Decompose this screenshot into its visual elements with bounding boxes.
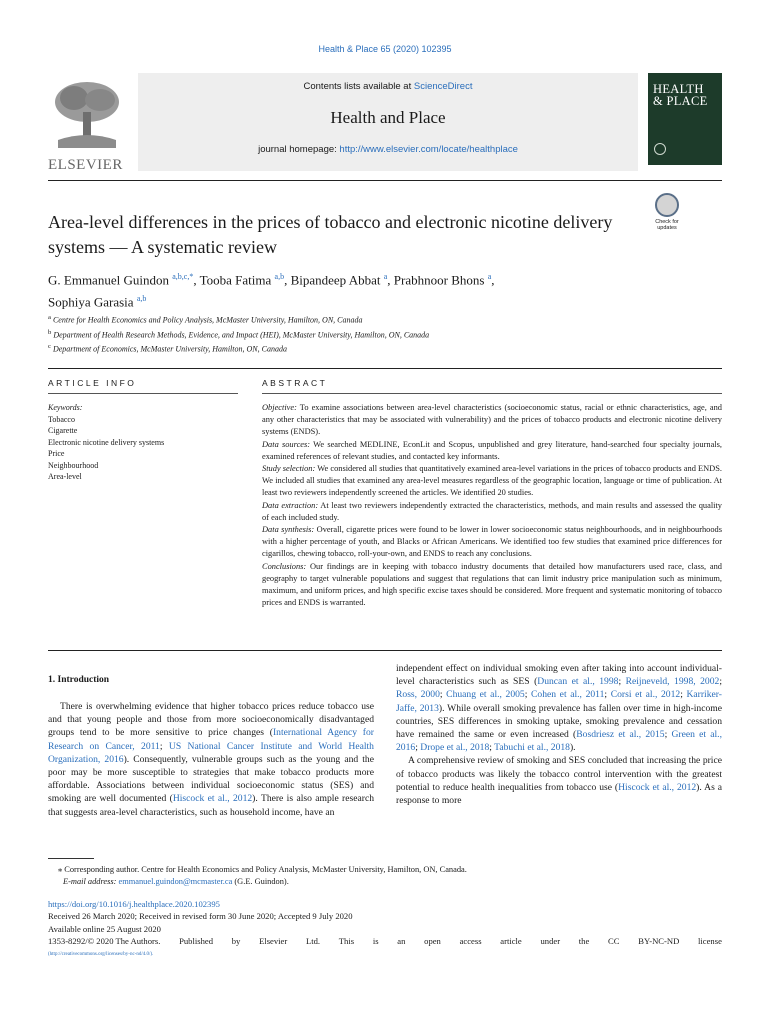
citation-link[interactable]: Drope et al., 2018 — [420, 742, 490, 754]
author-affiliation-marker[interactable]: a,b — [136, 294, 147, 304]
author-separator: , — [491, 272, 495, 288]
author-name: Prabhnoor Bhons — [393, 272, 485, 288]
affiliation-item — [48, 312, 688, 327]
license-word: access — [459, 935, 482, 946]
license-url-link[interactable]: (http://creativecommons.org/licenses/by-nc-nd/4.0/). — [48, 952, 154, 958]
intro-right-column — [396, 662, 722, 807]
affiliation-text: Department of Economics, McMaster University, Hamilton, ON, Canada — [52, 344, 287, 354]
publisher-name: ELSEVIER — [48, 157, 123, 173]
email-suffix: (G.E. Guindon). — [232, 877, 289, 886]
body-text: ; — [719, 676, 722, 688]
abstract-heading: ABSTRACT — [262, 378, 328, 388]
abstract-body — [262, 402, 722, 609]
author-name: G. Emmanuel Guindon — [48, 272, 169, 288]
body-text: ). — [569, 742, 576, 754]
body-text: ). As a response to more — [396, 781, 723, 807]
citation-link[interactable]: Hiscock et al., 2012 — [618, 781, 697, 793]
affiliation-key: b — [48, 328, 52, 336]
intro-paragraph — [48, 700, 374, 819]
email-link[interactable]: emmanuel.guindon@mcmaster.ca — [118, 877, 233, 886]
check-for-updates-button[interactable] — [644, 193, 690, 233]
intro-paragraph — [396, 662, 722, 754]
affiliation-key: c — [48, 343, 51, 351]
license-word: Published — [179, 935, 213, 946]
affiliation-text: Centre for Health Economics and Policy Analysis, McMaster University, Hamilton, ON, Canada — [52, 315, 363, 325]
masthead — [48, 73, 722, 173]
body-text: ; — [415, 742, 421, 754]
homepage-link[interactable]: http://www.elsevier.com/locate/healthplace — [339, 144, 518, 155]
intro-left-column — [48, 700, 374, 819]
abstract-label: Data synthesis: — [262, 525, 315, 535]
body-text: ; — [439, 689, 447, 701]
abstract-text: We considered all studies that quantitatively examined area-level variations in the prices of tobacco products and ENDS. We included all studies that examined any area-level measures regardless of the geographic location, language or time of publication. At least two reviewers independently screened the articles. We identified 20 studies. — [262, 464, 722, 498]
abstract-paragraph — [262, 561, 722, 610]
introduction-heading: 1. Introduction — [48, 675, 110, 685]
body-text: ; — [604, 689, 611, 701]
corresponding-text: Corresponding author. Centre for Health Economics and Policy Analysis, McMaster University, Hamilton, ON, Canada. — [62, 865, 467, 874]
body-text: ; — [524, 689, 532, 701]
cover-title-1: HEALTH — [653, 82, 704, 96]
body-text: ; — [489, 742, 495, 754]
citation-link[interactable]: Green et al., 2016 — [396, 729, 722, 754]
author-separator: , — [284, 272, 291, 288]
body-text: ; — [618, 676, 626, 688]
abstract-text: We searched MEDLINE, EconLit and Scopus, unpublished and grey literature, hand-searched four specialty journals, examined references of relevant studies, and contacted key informants. — [262, 439, 722, 461]
corresponding-author-footnote — [58, 864, 718, 888]
affiliation-item — [48, 341, 688, 356]
citation-link[interactable]: International Agency for Research on Cancer, 2011 — [48, 727, 374, 752]
abstract-text: Overall, cigarette prices were found to be lower in lower socioeconomic status neighbourhoods, and in neighbourhoods with a higher percentage of youth, and Blacks or African Americans. We identified too few studies that examined price differences for cigarillos, chewing tobacco, roll-your-own, and ENDS to reach any conclusions. — [262, 525, 723, 559]
author-list — [48, 267, 688, 312]
author-separator: , — [193, 272, 200, 288]
abstract-paragraph — [262, 524, 722, 561]
keywords-label: Keywords: — [48, 403, 83, 412]
license-word: This — [338, 935, 355, 946]
article-info-heading: ARTICLE INFO — [48, 378, 137, 388]
keyword-item: Neighbourhood — [48, 460, 99, 470]
abstract-paragraph — [262, 500, 722, 524]
check-updates-label-2: updates — [657, 225, 677, 231]
license-line — [48, 935, 722, 947]
keyword-item: Price — [48, 449, 65, 458]
cover-emblem-icon — [654, 143, 666, 155]
license-word: an — [397, 935, 406, 946]
body-text: ). There is also ample research that suggests area-level characteristics, such as household income, have an — [48, 793, 375, 818]
keyword-item: Tobacco — [48, 414, 75, 424]
abstract-label: Conclusions: — [262, 561, 307, 571]
abstract-paragraph — [262, 463, 722, 500]
citation-link[interactable]: Chuang et al., 2005 — [446, 689, 525, 701]
license-word: Elsevier — [259, 935, 288, 946]
available-online: Available online 25 August 2020 — [48, 923, 161, 934]
license-word: open — [424, 935, 441, 946]
body-text: ). Consequently, vulnerable groups such as the young and the poor may be more susceptible to strategies that make tobacco products more affordable. Associations between individual socioeconomic status (SES) and smoking are well documented ( — [48, 753, 374, 805]
keyword-item: Electronic nicotine delivery systems — [48, 437, 165, 447]
sciencedirect-link[interactable]: ScienceDirect — [413, 81, 473, 92]
author-name: Tooba Fatima — [199, 272, 272, 288]
abstract-end-rule — [48, 650, 722, 651]
license-word: Ltd. — [305, 935, 321, 946]
citation-link[interactable]: Duncan et al., 1998 — [537, 676, 619, 688]
body-text: ). While overall smoking prevalence has fallen over time in high-income countries, SES differences in smoking uptake, smoking prevalence and cessation have remained the same or even increased ( — [396, 702, 722, 741]
keywords-block — [48, 402, 238, 483]
body-text: There is overwhelming evidence that higher tobacco prices reduce tobacco use and that young people and those from more socioeconomically disadvantaged groups tend to be more sensitive to price changes ( — [48, 701, 374, 739]
elsevier-logo — [48, 78, 126, 173]
license-word: 1353-8292/© 2020 The Authors. — [48, 935, 161, 946]
citation-link[interactable]: Cohen et al., 2011 — [531, 689, 605, 701]
abstract-text: To examine associations between area-level characteristics (socioeconomic status, racial or ethnic characteristics, age, and any other characteristics that may be associated with vulnerability) and the prices of tobacco products and electronic nicotine delivery systems (ENDS). — [262, 403, 722, 437]
homepage-line — [138, 144, 638, 155]
footnote-star: ⁎ — [58, 865, 63, 874]
body-text: ; — [680, 689, 687, 701]
citation-link[interactable]: Reijneveld, 1998, 2002 — [625, 676, 720, 688]
abstract-label: Study selection: — [262, 464, 316, 474]
affiliation-text: Department of Health Research Methods, Evidence, and Impact (HEI), McMaster University, Hamilton, ON, Canada — [53, 330, 430, 340]
license-word: CC — [608, 935, 620, 946]
author-affiliation-marker[interactable]: a — [487, 272, 492, 281]
affiliation-item — [48, 327, 688, 342]
citation-link[interactable]: Corsi et al., 2012 — [610, 689, 681, 701]
abstract-label: Data extraction: — [262, 500, 319, 510]
contents-line — [138, 81, 638, 92]
email-label: E-mail address: — [63, 877, 117, 886]
author-name: Bipandeep Abbat — [290, 272, 381, 288]
check-updates-label-1: Check for — [655, 219, 679, 225]
body-text: ; — [664, 729, 672, 741]
journal-cover[interactable] — [648, 73, 722, 165]
keyword-item: Area-level — [48, 472, 82, 481]
citation-link[interactable]: Bosdriesz et al., 2015 — [576, 729, 665, 741]
author-affiliation-marker[interactable]: a,b — [274, 272, 285, 281]
abstract-label: Data sources: — [262, 439, 311, 449]
article-title: Area-level differences in the prices of tobacco and electronic nicotine delivery systems — A systematic review — [48, 212, 613, 257]
footnote-rule — [48, 858, 94, 859]
citation-link[interactable]: Hiscock et al., 2012 — [172, 793, 253, 805]
check-updates-icon — [655, 193, 679, 217]
license-word: license — [698, 935, 722, 946]
contents-prefix: Contents lists available at — [303, 81, 414, 92]
abstract-label: Objective: — [262, 403, 297, 412]
keyword-item: Cigarette — [48, 426, 78, 435]
abstract-paragraph — [262, 439, 722, 463]
license-word: BY-NC-ND — [638, 935, 680, 946]
homepage-prefix: journal homepage: — [258, 144, 340, 155]
affiliation-key: a — [48, 314, 51, 321]
citation-link[interactable]: US National Cancer Institute and World Health Organization, 2016 — [48, 740, 374, 765]
received-dates: Received 26 March 2020; Received in revised form 30 June 2020; Accepted 9 July 2020 — [48, 911, 353, 922]
author-separator: , — [387, 272, 394, 288]
license-word: is — [372, 935, 379, 946]
elsevier-tree-icon — [48, 78, 126, 150]
journal-title: Health and Place — [330, 108, 446, 127]
abstract-text: Our findings are in keeping with tobacco industry documents that detailed how manufacturers used race, class, and geography to target vulnerable populations and suggest that regulations that can limit industry price manipulation such as minimum, maximum, and uniform prices, and high specific excise taxes should be considered. More frequent and systematic monitoring of tobacco prices and ENDS is warranted. — [262, 561, 722, 608]
cover-title-2: & PLACE — [653, 94, 708, 108]
header-rule — [48, 180, 722, 181]
body-text: A comprehensive review of smoking and SES concluded that increasing the price of tobacco products was likely the tobacco control intervention with the greatest potential to reduce health inequalities from tobacco use ( — [396, 755, 722, 793]
affiliations — [48, 312, 688, 356]
citation-link[interactable]: Karriker-Jaffe, 2013 — [396, 689, 722, 714]
abstract-text: At least two reviewers independently extracted the characteristics, methods, and main results and assessed the quality of each included study. — [262, 500, 722, 522]
license-word: article — [500, 935, 522, 946]
author-name: Sophiya Garasia — [48, 294, 134, 310]
body-text: independent effect on individual smoking even after taking into account individual-level characteristics such as SES ( — [396, 663, 722, 688]
doi-link[interactable]: https://doi.org/10.1016/j.healthplace.2020.102395 — [48, 899, 220, 909]
citation-link[interactable]: Ross, 2000 — [396, 689, 440, 701]
info-rule — [48, 368, 722, 369]
abstract-subrule — [262, 393, 722, 394]
journal-reference[interactable]: Health & Place 65 (2020) 102395 — [318, 44, 452, 54]
info-subrule — [48, 393, 238, 394]
citation-link[interactable]: Tabuchi et al., 2018 — [494, 742, 570, 754]
abstract-paragraph — [262, 402, 722, 439]
author-affiliation-marker[interactable]: a,b,c,* — [172, 272, 194, 281]
body-text: ; — [159, 740, 169, 752]
journal-header-box — [138, 73, 638, 171]
license-word: the — [578, 935, 590, 946]
author-affiliation-marker[interactable]: a — [383, 272, 388, 281]
license-word: by — [231, 935, 241, 946]
article-metadata — [48, 898, 722, 961]
intro-paragraph — [396, 754, 722, 807]
license-word: under — [540, 935, 561, 946]
